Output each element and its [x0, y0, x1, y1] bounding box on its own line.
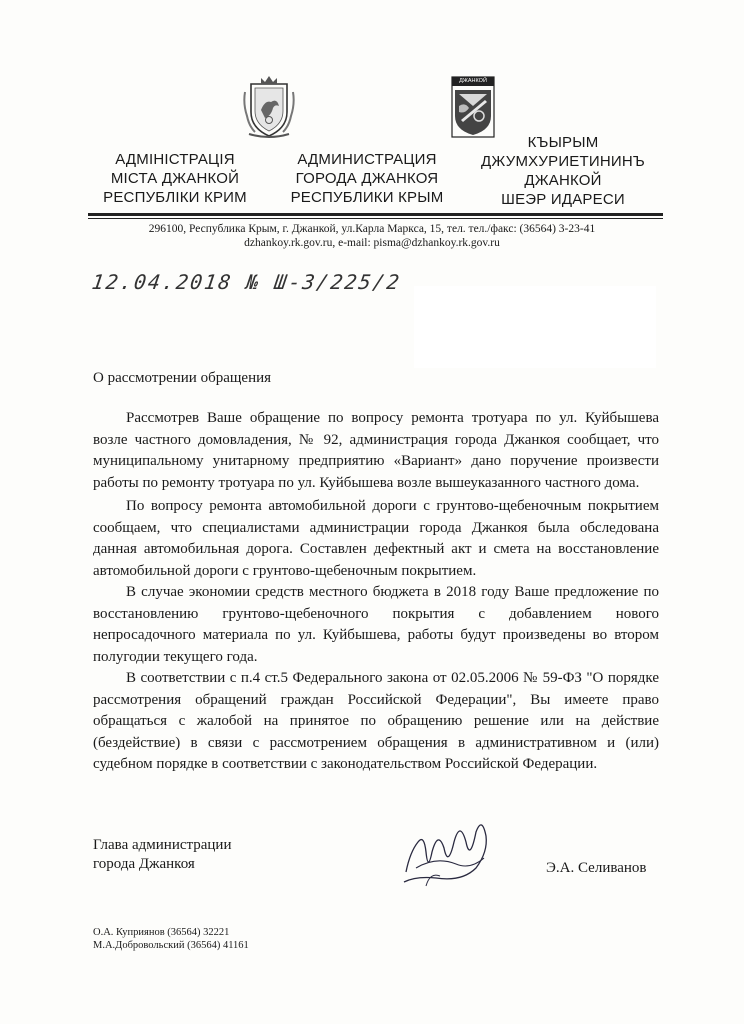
header-ukrainian [86, 150, 264, 207]
body-paragraph: В случае экономии средств местного бюджета в 2018 году Ваше предложение по восстановлению грунтово-щебеночного покрытия с добавлением нового непросадочного материала по ул. Куйбышева, работы будут произведены во втором полугодии текущего года. [93, 584, 659, 665]
body-paragraph: По вопросу ремонта автомобильной дороги с грунтово-щебеночным покрытием сообщаем, что специалистами администрации города Джанкоя была обследована данная автомобильная дорога. Составлен дефектный акт и смета на восстановление автомобильной дороги с грунтово-щебеночным покрытием. [93, 498, 659, 579]
header-line: РЕСПУБЛІКИ КРИМ [103, 189, 247, 206]
header-russian [282, 150, 452, 207]
header-line: ГОРОДА ДЖАНКОЯ [295, 170, 439, 187]
redacted-recipient [414, 286, 656, 368]
body-paragraph: В соответствии с п.4 ст.5 Федерального закона от 02.05.2006 № 59-ФЗ "О порядке рассмотрения обращений граждан Российской Федерации", Вы имеете право обращаться с жалобой на принятое по обращению решение или на действие (бездействие) в связи с рассмотрением обращения в административном и (или) судебном порядке в соответствии с законодательством Российской Федерации. [93, 670, 659, 772]
signatory-title [93, 836, 231, 874]
address-line-2: dzhankoy.rk.gov.ru, e-mail: pisma@dzhankoy.rk.gov.ru [244, 237, 500, 249]
contact-line: М.А.Добровольский (36564) 41161 [93, 940, 249, 951]
contacts-block [93, 926, 249, 952]
signatory-title-line: города Джанкоя [93, 856, 195, 872]
handwritten-signature [396, 812, 496, 892]
header-line: МІСТА ДЖАНКОЙ [110, 170, 240, 187]
header-crimean-tatar [458, 133, 668, 209]
letter-body [93, 408, 659, 776]
body-paragraph: Рассмотрев Ваше обращение по вопросу ремонта тротуара по ул. Куйбышева возле частного домовладения, № 92, администрация города Джанкоя сообщает, что муниципальному унитарному предприятию «Вариант» дано поручение произвести работы по ремонту тротуара по ул. Куйбышева возле вышеуказанного частного дома. [93, 410, 659, 491]
header-divider-thick [88, 213, 663, 216]
header-line: АДМИНИСТРАЦИЯ [297, 151, 437, 168]
signatory-title-line: Глава администрации [93, 837, 232, 853]
header-line: РЕСПУБЛИКИ КРЫМ [290, 189, 444, 206]
signatory-name: Э.А. Селиванов [546, 860, 647, 876]
header-line: ШЕЭР ИДАРЕСИ [501, 191, 625, 208]
contact-line: О.А. Куприянов (36564) 32221 [93, 927, 230, 938]
handwritten-reference: 12.04.2018 № Ш-3/225/2 [90, 270, 403, 294]
address-line-1: 296100, Республика Крым, г. Джанкой, ул.Карла Маркса, 15, тел. тел./факс: (36564) 3-23-41 [148, 223, 596, 235]
header-line: ДЖАНКОЙ [524, 172, 602, 189]
letter-subject: О рассмотрении обращения [93, 370, 272, 386]
header-line: КЪЫРЫМ [527, 134, 599, 151]
header-line: АДМІНІСТРАЦІЯ [115, 151, 235, 168]
dzhankoy-city-emblem-icon [451, 76, 495, 138]
emblem-caption: ДЖАНКОЙ [459, 78, 487, 84]
header-line: ДЖУМХУРИЕТИНИНЪ [481, 153, 645, 170]
crimea-coat-of-arms-icon [243, 74, 295, 140]
header-divider-thin [88, 218, 663, 219]
